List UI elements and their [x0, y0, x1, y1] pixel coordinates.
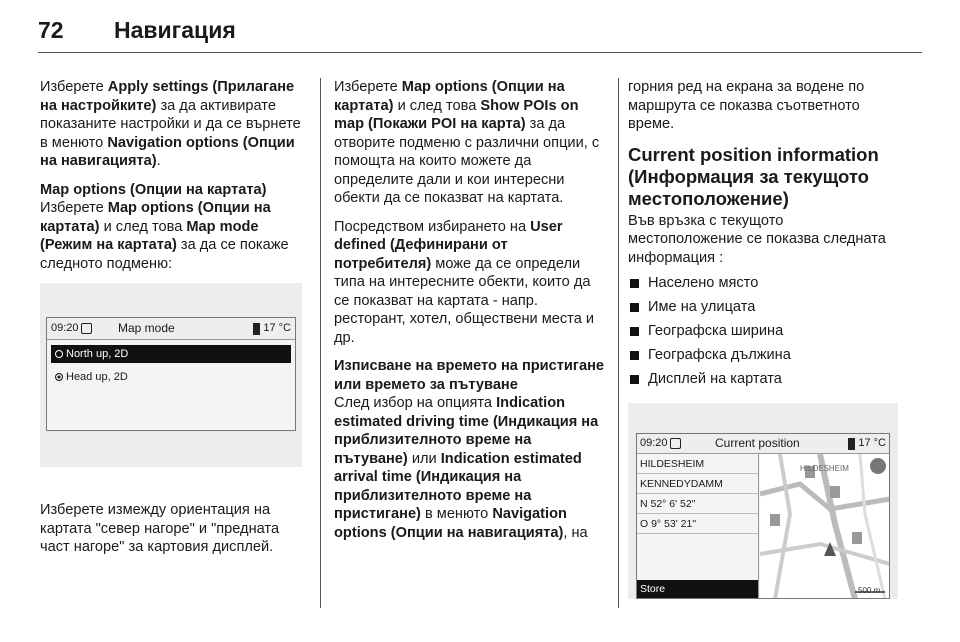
longitude-line: O 9° 53' 21" [637, 514, 758, 534]
display-status-bar [47, 318, 295, 340]
column-3 [628, 78, 898, 599]
store-button[interactable]: Store [637, 580, 758, 598]
page-header [38, 10, 236, 50]
current-position-screenshot [628, 403, 898, 599]
thermometer-icon [848, 438, 855, 450]
display-status-bar [637, 434, 889, 454]
page-number: 72 [38, 16, 64, 43]
paragraph-apply-settings: Изберете Apply settings (Прилагане на настройките) за да активирате показаните настройки и да се върнете в менюто Navigation options (Опции на навигацията). [40, 79, 301, 169]
display-title: Current position [715, 436, 800, 451]
parking-icon [830, 486, 840, 498]
paragraph-show-pois: Изберете Map options (Опции на картата) и след това Show POIs on map (Покажи POI на карта) за да отворите подменю с различни опции, с помощта на които можете да определите дали и кои интересни обекти да се показват на картата. [334, 79, 600, 206]
paragraph-orientation: Изберете измежду ориентация на картата "север нагоре" и "предната част нагоре" за картовия дисплей. [40, 502, 280, 555]
radio-selected-icon [55, 373, 63, 381]
temperature: 17 °C [263, 322, 291, 335]
list-item: Географска дължина [628, 343, 898, 367]
map-view[interactable] [760, 454, 889, 598]
paragraph-arrival-time: Изписване на времето на пристигане или времето за пътуване След избор на опцията Indication estimated driving time (Индикация на приблизителното време на пътуване) или Indication estimated arrival time (Индикация на приблизителното време на пристигане) в менюто Navigation options (Опции на навигацията), на [334, 358, 605, 541]
map-scale-label: 500 m [858, 586, 881, 595]
navigation-icon [81, 323, 92, 334]
clock: 09:20 [51, 322, 79, 335]
list-item: Дисплей на картата [628, 367, 898, 391]
latitude-line: N 52° 6' 52" [637, 494, 758, 514]
info-list [628, 271, 898, 391]
paragraph-position-info: Във връзка с текущото местоположение се показва следната информация : [628, 212, 886, 266]
parking-icon [852, 532, 862, 544]
section-title-current-position: Current position information (Информация за текущото местоположение) [628, 143, 879, 209]
navigation-icon [670, 438, 681, 449]
current-position-display [636, 433, 890, 599]
header-divider [38, 52, 922, 53]
column-divider-1 [320, 78, 321, 608]
paragraph-user-defined: Посредством избирането на User defined (Дефинирани от потребителя) може да се определи типа на интересните обекти, които да се показват на картата - напр. ресторант, хотел, обществени места и др. [334, 218, 595, 346]
column-2 [334, 78, 604, 552]
thermometer-icon [253, 323, 260, 335]
paragraph-map-mode: Map options (Опции на картата) Изберете Map options (Опции на картата) и след това Map mode (Режим на картата) за да се покаже следното подменю: [40, 181, 302, 274]
compass-icon [870, 458, 886, 474]
position-info-panel [637, 454, 759, 598]
subheading-map-options: Map options (Опции на картата) [40, 181, 267, 198]
option-north-up[interactable]: North up, 2D [51, 345, 291, 363]
map-city-label: HILDESHEIM [800, 464, 849, 473]
subheading-arrival-time: Изписване на времето на пристигане или времето за пътуване [334, 358, 605, 393]
list-item: Име на улицата [628, 295, 898, 319]
map-mode-screenshot [40, 283, 302, 467]
list-item: Географска ширина [628, 319, 898, 343]
page-title: Навигация [114, 16, 236, 43]
radio-icon [55, 350, 63, 358]
paragraph-time-display: горния ред на екрана за водене по маршрута се показва съответното време. [628, 79, 865, 132]
column-1 [40, 78, 302, 567]
temperature: 17 °C [858, 437, 886, 450]
parking-icon [770, 514, 780, 526]
list-item: Населено място [628, 271, 898, 295]
city-line: HILDESHEIM [637, 454, 758, 474]
column-divider-2 [618, 78, 619, 608]
clock: 09:20 [640, 437, 668, 450]
option-head-up[interactable]: Head up, 2D [51, 368, 291, 386]
map-mode-display [46, 317, 296, 431]
street-line: KENNEDYDAMM [637, 474, 758, 494]
display-title: Map mode [118, 321, 175, 336]
